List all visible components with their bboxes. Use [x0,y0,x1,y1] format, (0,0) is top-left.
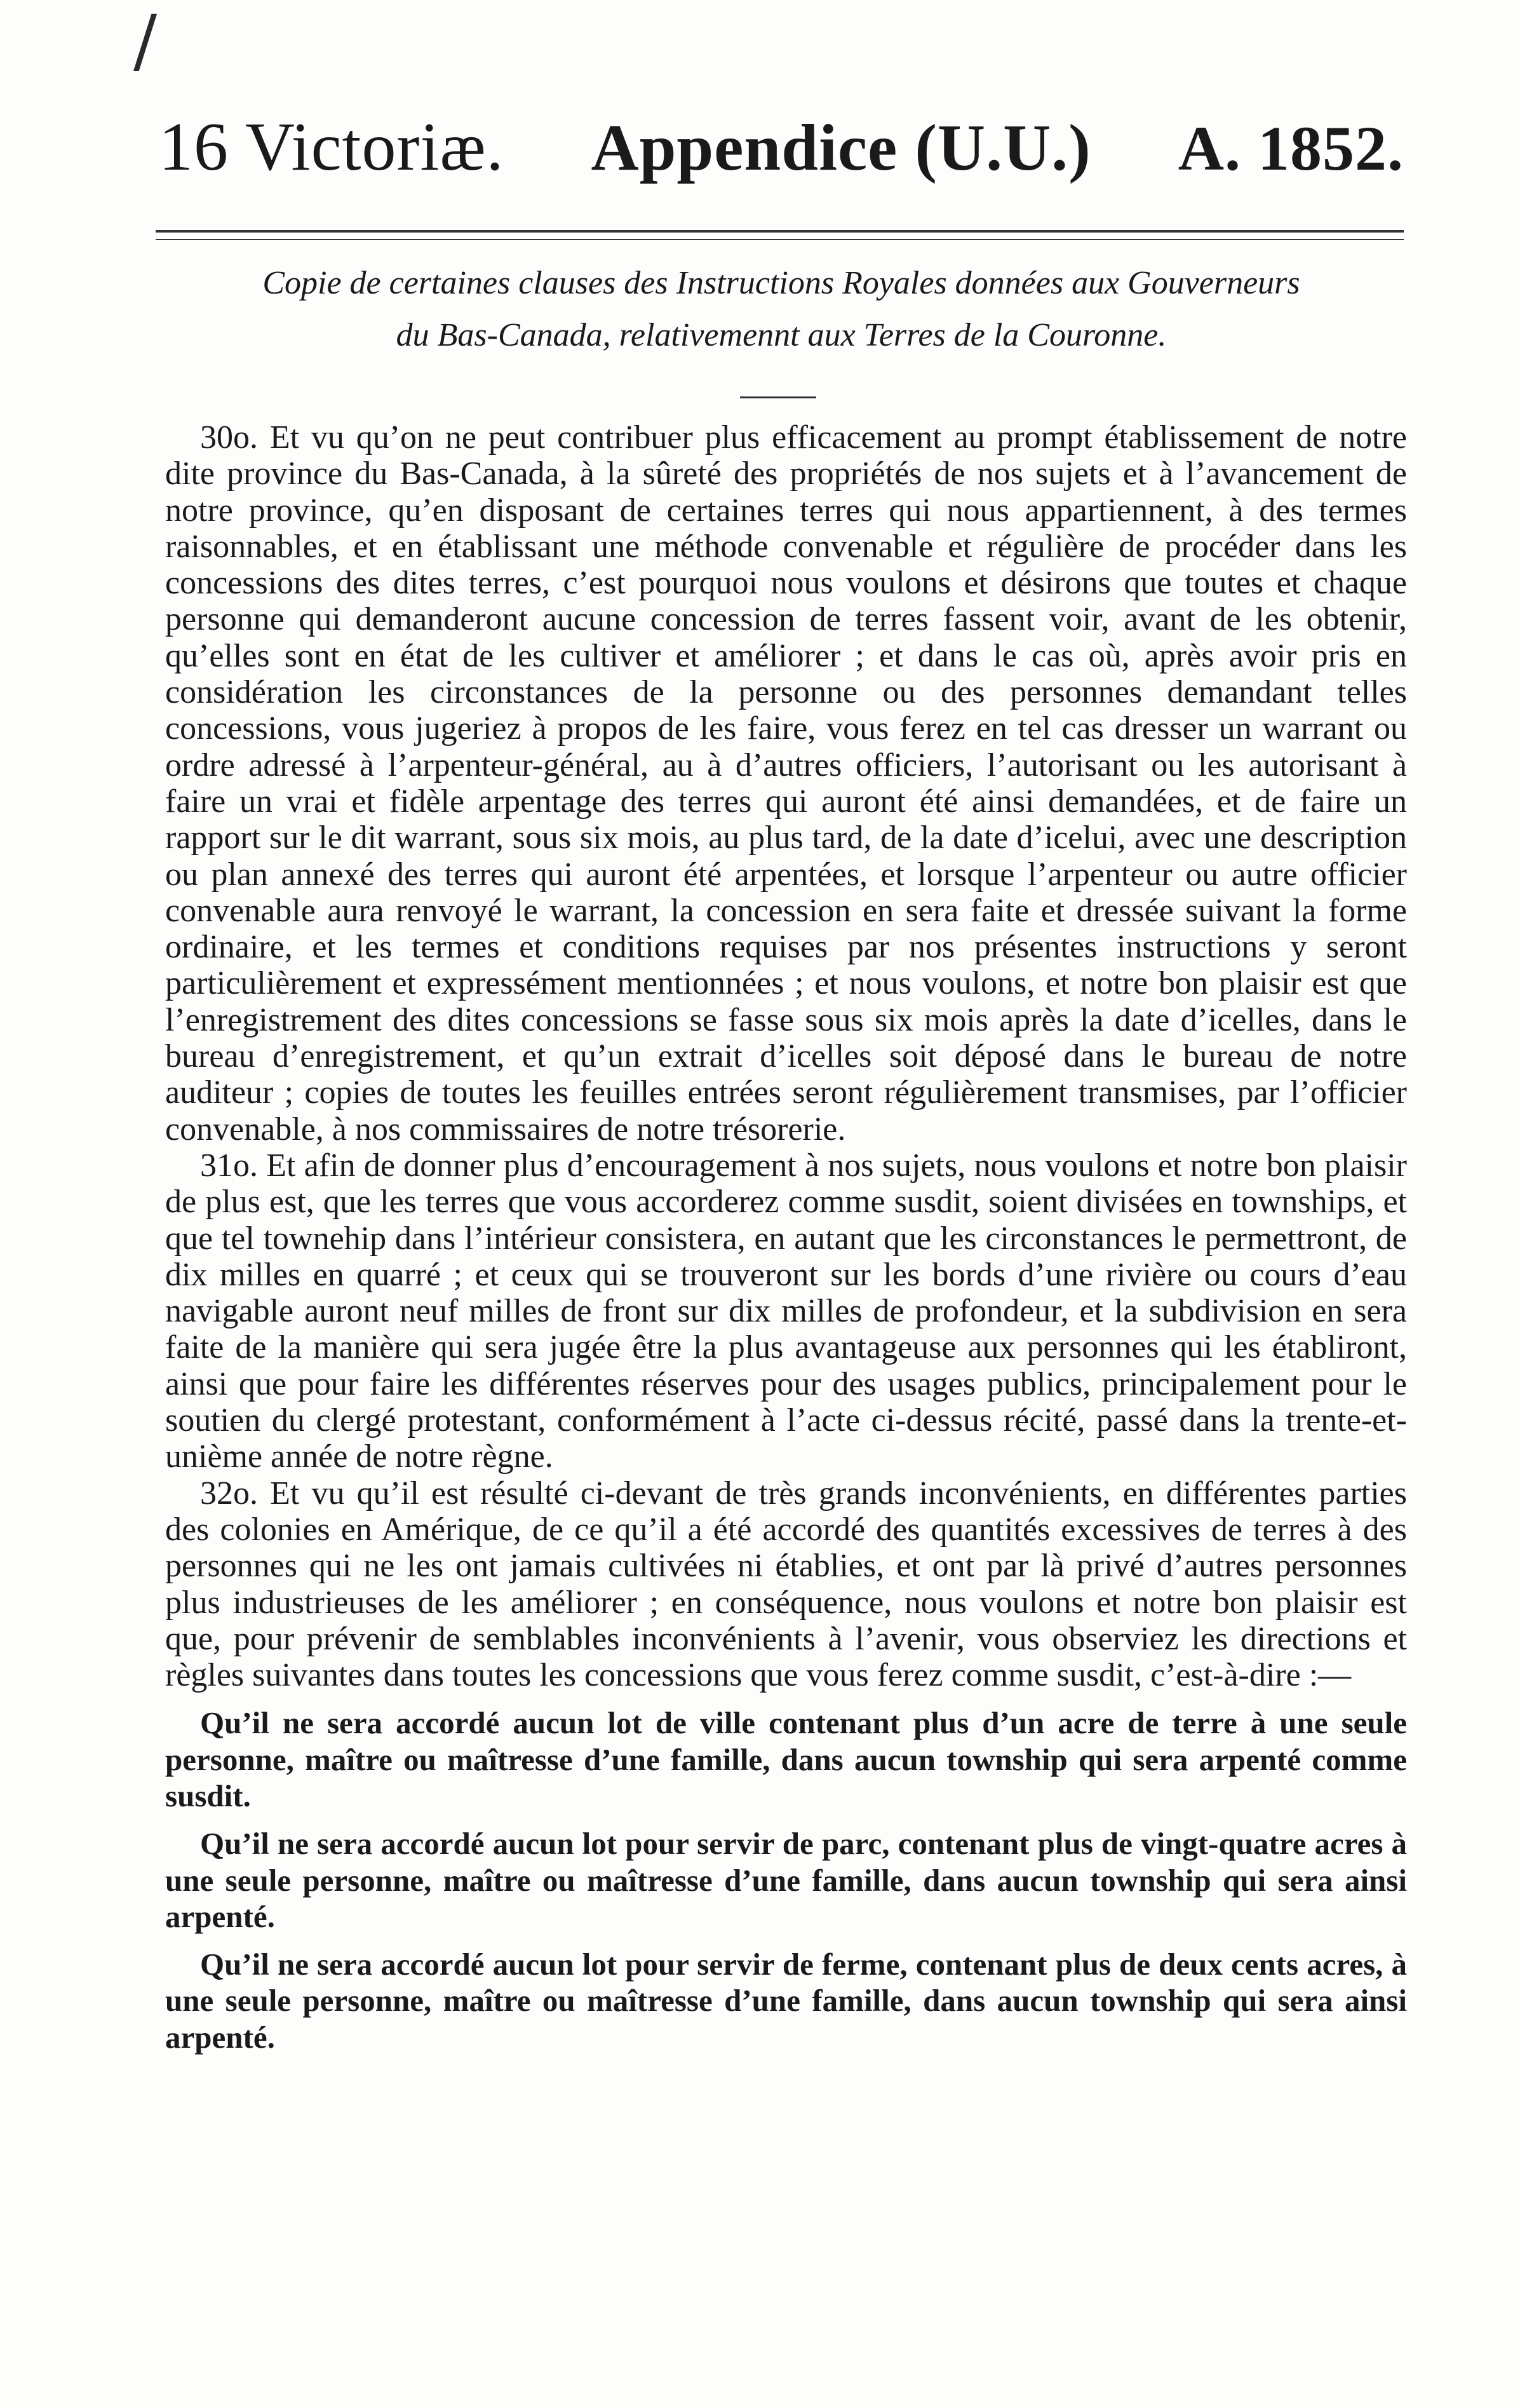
paragraph-31: 31o. Et afin de donner plus d’encouragement à nos sujets, nous voulons et notre bon plaisir de plus est, que les terres que vous accorderez comme susdit, soient divisées en townships, et que tel townehip dans l’intérieur consistera, en autant que les circonstances le permettront, de dix milles en quarré ; et ceux qui se trouveront sur les bords d’une rivière ou cours d’eau navigable auront neuf milles de front sur dix milles de profondeur, et la subdivision en sera faite de la manière qui sera jugée être la plus avantageuse aux personnes qui les établiront, ainsi que pour faire les différentes réserves pour des usages publics, principalement pour le soutien du clergé protestant, conformément à l’acte ci-dessus récité, passé dans la trente-et-unième année de notre règne. [165,1147,1407,1475]
title-line-2: du Bas-Canada, relativemennt aux Terres de la Couronne. [396,317,1167,353]
header-year: A. 1852. [1178,113,1404,184]
header-rule-thick [156,230,1404,233]
corner-pen-mark: / [133,0,158,81]
rule-lot-parc: Qu’il ne sera accordé aucun lot pour servir de parc, contenant plus de vingt-quatre acres à une seule personne, maître ou maîtresse d’une famille, dans aucun township qui sera ainsi arpenté. [165,1826,1407,1934]
header-appendix: Appendice (U.U.) [591,111,1091,184]
document-title [152,257,1410,362]
paragraph-32: 32o. Et vu qu’il est résulté ci-devant de très grands inconvénients, en différentes parties des colonies en Amérique, de ce qu’il a été accordé des quantités excessives de terres à des personnes qui ne les ont jamais cultivées ni établies, et ont par là privé d’autres personnes plus industrieuses de les améliorer ; en conséquence, nous voulons et notre bon plaisir est que, pour prévenir de semblables inconvénients à l’avenir, vous observiez les directions et règles suivantes dans toutes les concessions que vous ferez comme susdit, c’est-à-dire :— [165,1475,1407,1694]
header-rule-thin [156,239,1404,240]
rule-lot-ferme: Qu’il ne sera accordé aucun lot pour servir de ferme, contenant plus de deux cents acres, à une seule personne, maître ou maîtresse d’une famille, dans aucun township qui sera ainsi arpenté. [165,1947,1407,2055]
title-line-1: Copie de certaines clauses des Instructions Royales données aux Gouverneurs [262,265,1300,301]
title-separator [740,396,816,398]
header-session: 16 Victoriæ. [159,109,504,185]
rule-lot-ville: Qu’il ne sera accordé aucun lot de ville contenant plus d’un acre de terre à une seule personne, maître ou maîtresse d’une famille, dans aucun township qui sera arpenté comme susdit. [165,1705,1407,1813]
document-body [165,419,1407,2055]
page-header [159,108,1404,210]
paragraph-30: 30o. Et vu qu’on ne peut contribuer plus efficacement au prompt établissement de notre dite province du Bas-Canada, à la sûreté des propriétés de nos sujets et à l’avancement de notre province, qu’en disposant de certaines terres qui nous appartiennent, à des termes raisonnables, et en établissant une méthode convenable et régulière de procéder dans les concessions des dites terres, c’est pourquoi nous voulons et désirons que toutes et chaque personne qui demanderont aucune concession de terres fassent voir, avant de les obtenir, qu’elles sont en état de les cultiver et améliorer ; et dans le cas où, après avoir pris en considération les circonstances de la personne ou des personnes demandant telles concessions, vous jugeriez à propos de les faire, vous ferez en tel cas dresser un warrant ou ordre adressé à l’arpenteur-général, au à d’autres officiers, l’autorisant ou les autorisant à faire un vrai et fidèle arpentage des terres qui auront été ainsi demandées, et de faire un rapport sur le dit warrant, sous six mois, au plus tard, de la date d’icelui, avec une description ou plan annexé des terres qui auront été arpentées, et lorsque l’arpenteur ou autre officier convenable aura renvoyé le warrant, la concession en sera faite et dressée suivant la forme ordinaire, et les termes et conditions requises par nos présentes instructions y seront particulièrement et expressément mentionnées ; et nous voulons, et notre bon plaisir est que l’enregistrement des dites concessions se fasse sous six mois après la date d’icelles, dans le bureau d’enregistrement, et qu’un extrait d’icelles soit déposé dans le bureau de notre auditeur ; copies de toutes les feuilles entrées seront régulièrement transmises, par l’officier convenable, à nos commissaires de notre trésorerie. [165,419,1407,1147]
